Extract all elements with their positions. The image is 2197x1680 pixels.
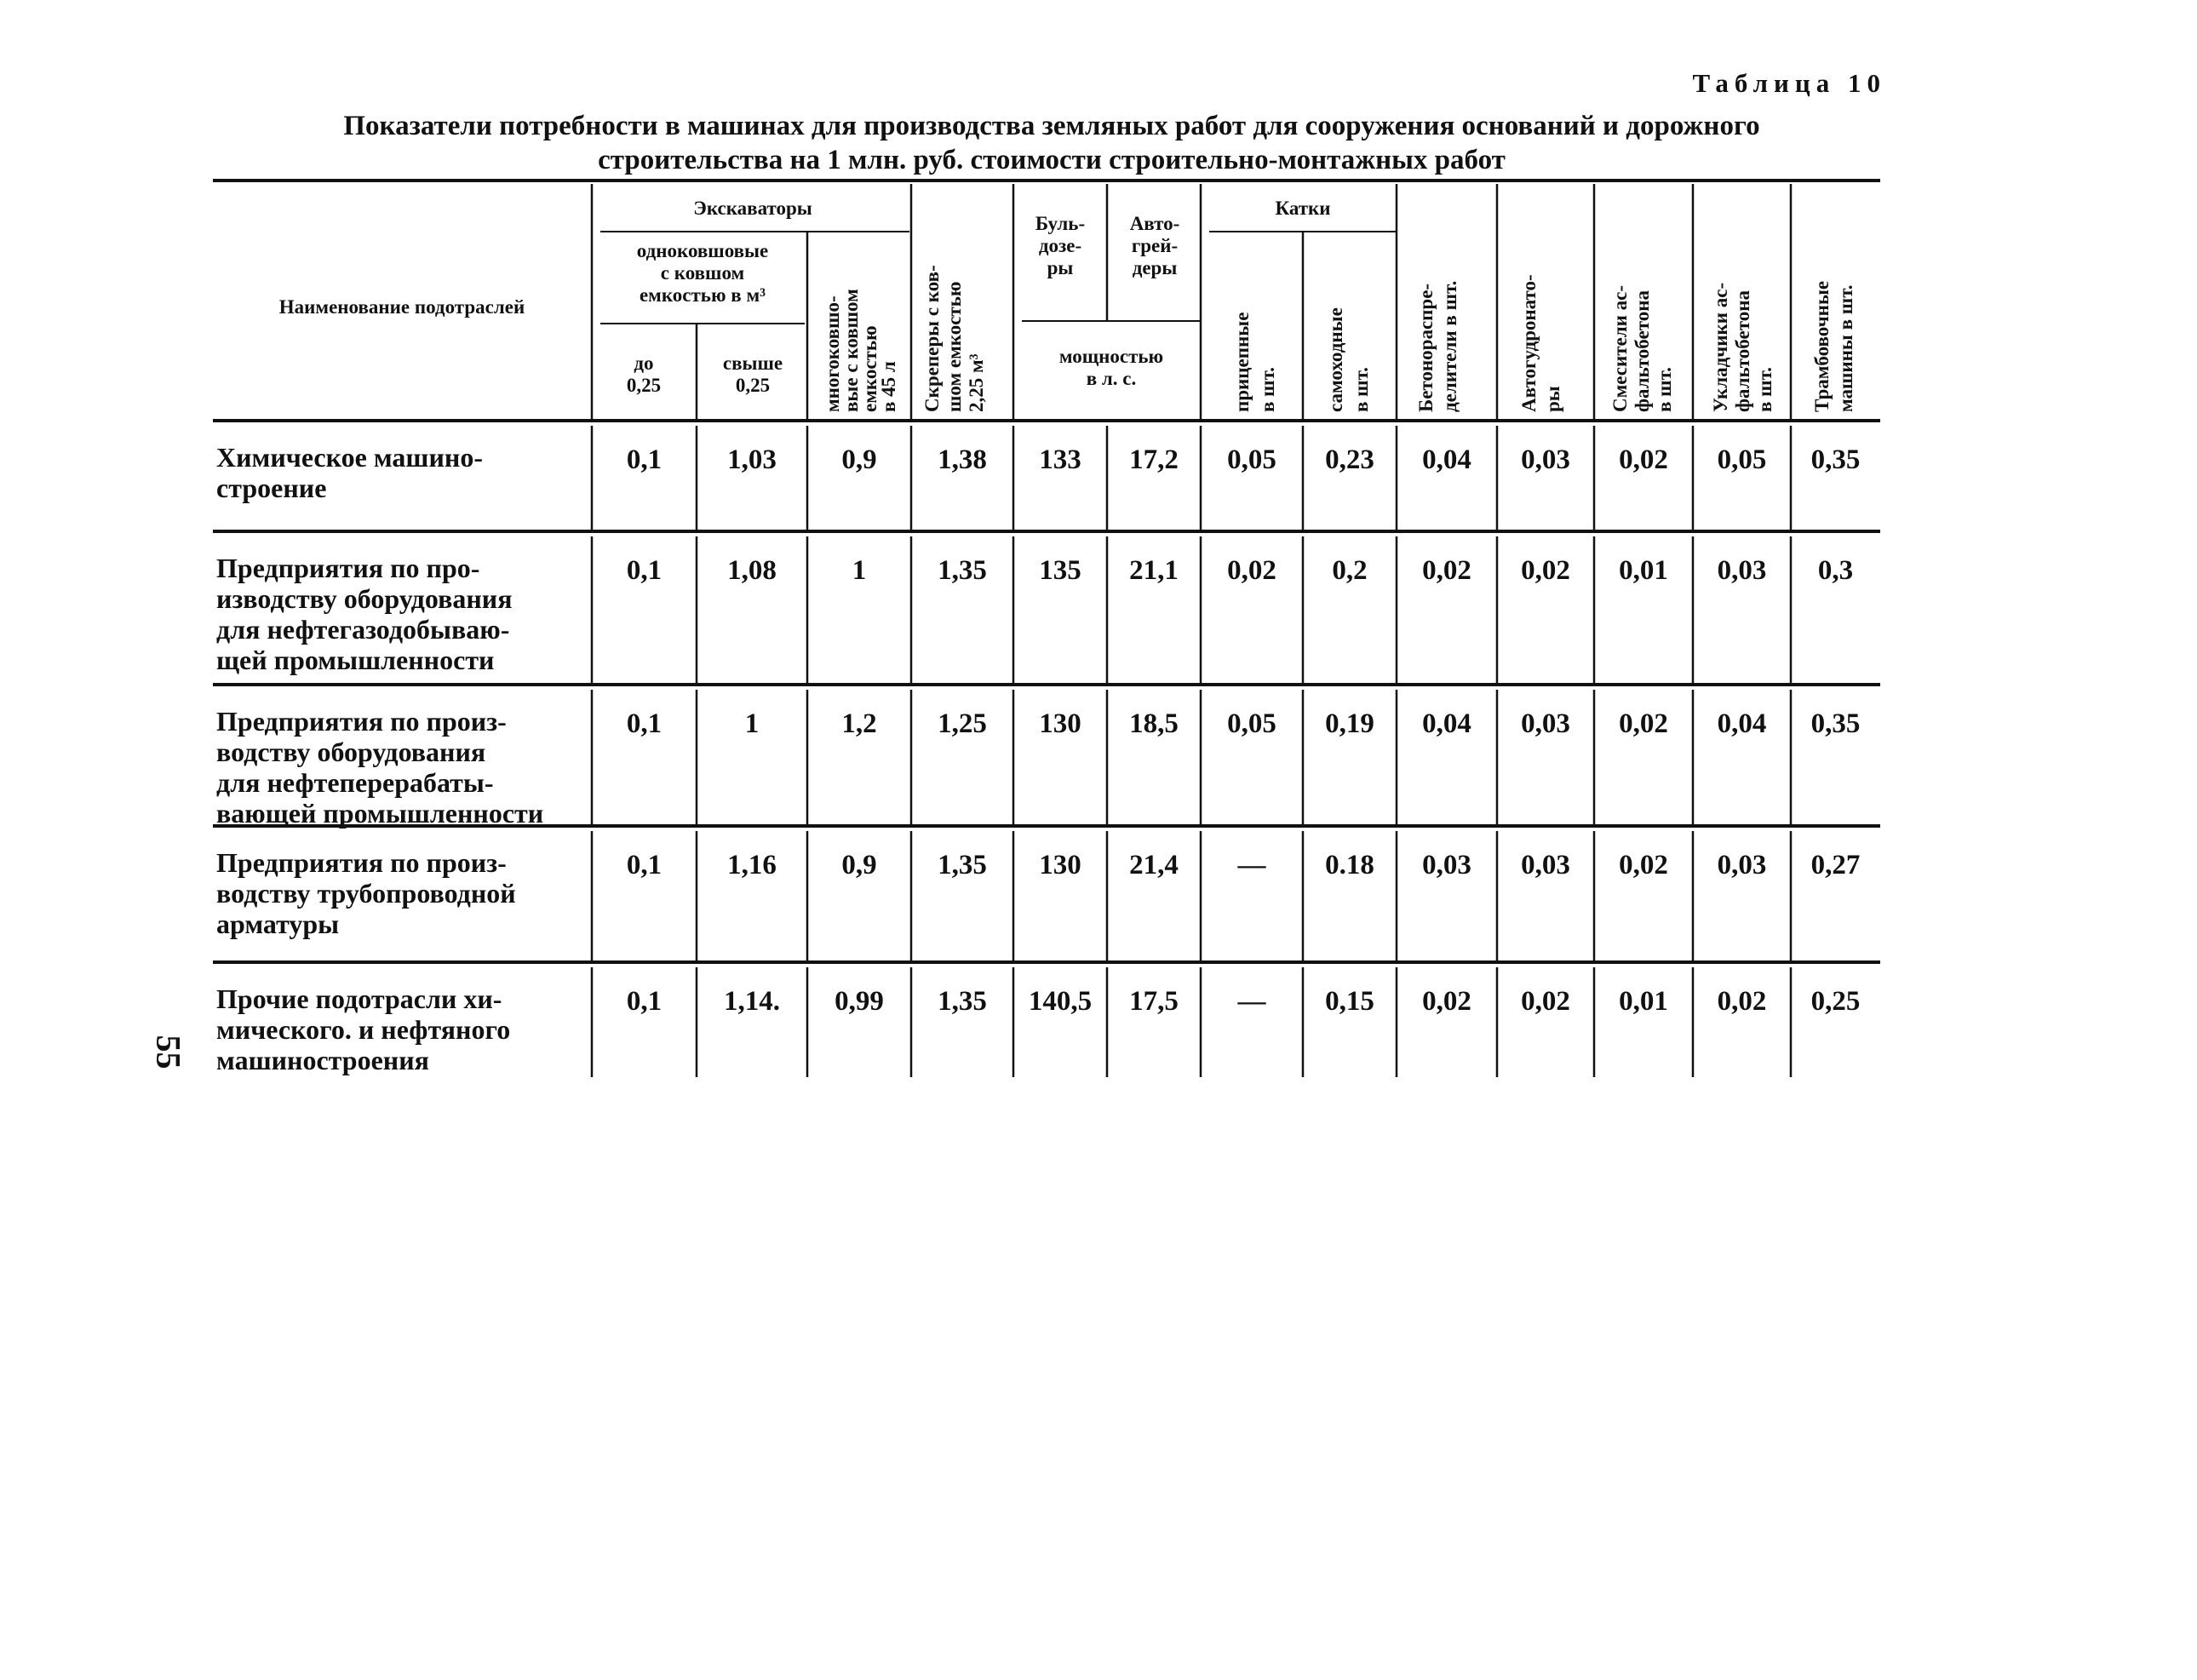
- table-cell: 0,03: [1422, 850, 1471, 880]
- multi-bucket-header: в 45 л: [878, 361, 899, 412]
- table-cell: 0,2: [1332, 555, 1368, 586]
- table-cell: 133: [1039, 444, 1081, 475]
- row-name: водству оборудования: [216, 737, 486, 767]
- table-cell: 1,35: [938, 986, 987, 1017]
- table-cell: 0,04: [1717, 708, 1767, 739]
- graders-header: Авто-: [1129, 213, 1180, 234]
- single-bucket-header: с ковшом: [660, 262, 745, 284]
- upto-025-header: 0,25: [626, 375, 662, 396]
- table-cell: 0,1: [626, 555, 663, 586]
- table-cell: 0,99: [835, 986, 884, 1017]
- trailed-rollers-header: прицепные: [1231, 312, 1253, 412]
- concrete-distributors-header: делители в шт.: [1439, 280, 1460, 412]
- trailed-rollers-header: в шт.: [1257, 367, 1278, 412]
- table-cell: 0,05: [1227, 444, 1276, 475]
- table-cell: 0,35: [1810, 708, 1861, 739]
- row-name: для нефтегазодобываю-: [216, 614, 510, 645]
- table-cell: 1: [852, 555, 867, 586]
- table-cell: 0,35: [1810, 444, 1861, 475]
- over-025-header: 0,25: [735, 375, 771, 396]
- graders-header: деры: [1132, 257, 1178, 278]
- table-cell: 0.18: [1325, 850, 1374, 880]
- single-bucket-header: одноковшовые: [636, 240, 769, 261]
- table-cell: —: [1237, 850, 1266, 880]
- table-cell: 0,9: [841, 850, 877, 880]
- power-header: в л. с.: [1086, 368, 1137, 389]
- bulldozers-header: дозе-: [1038, 235, 1082, 256]
- over-025-header: свыше: [722, 353, 783, 374]
- table-cell: 0,02: [1422, 555, 1471, 586]
- row-name: Предприятия по произ-: [216, 706, 507, 737]
- scrapers-header: Скреперы с ков-: [921, 265, 943, 412]
- table-title: [217, 109, 1886, 177]
- rollers-header: Катки: [1275, 198, 1331, 219]
- table-cell: 0,01: [1619, 986, 1668, 1017]
- table-cell: 1,35: [938, 555, 987, 586]
- table-cell: 135: [1039, 555, 1081, 586]
- table-cell: 1,08: [727, 555, 777, 586]
- bulldozers-header: Буль-: [1035, 213, 1086, 234]
- row-name: вающей промышленности: [216, 798, 544, 829]
- row-name: изводству оборудования: [216, 583, 513, 614]
- table-cell: 0,04: [1422, 444, 1471, 475]
- table-cell: 17,2: [1129, 444, 1179, 475]
- scrapers-header: 2,25 м³: [966, 353, 987, 412]
- bulldozers-header: ры: [1047, 257, 1074, 278]
- table-cell: 21,4: [1129, 850, 1179, 880]
- scrapers-header: шом емкостью: [944, 281, 965, 412]
- table-cell: 18,5: [1129, 708, 1179, 739]
- table-cell: 0,02: [1521, 986, 1570, 1017]
- table-cell: 0,03: [1521, 708, 1570, 739]
- table-cell: 0,25: [1810, 986, 1861, 1017]
- table-cell: 0,03: [1717, 555, 1767, 586]
- table-cell: 0,23: [1325, 444, 1374, 475]
- upto-025-header: до: [634, 353, 654, 374]
- table-cell: 0,03: [1521, 850, 1570, 880]
- row-name: для нефтеперерабаты-: [216, 767, 494, 798]
- table-cell: 1,35: [938, 850, 987, 880]
- table-cell: 1: [744, 708, 760, 739]
- self-propelled-rollers-header: в шт.: [1351, 367, 1372, 412]
- single-bucket-header: емкостью в м³: [639, 284, 766, 306]
- row-name: Прочие подотрасли хи-: [216, 983, 502, 1014]
- table-texts: [216, 198, 1860, 1075]
- power-header: мощностью: [1058, 346, 1164, 367]
- rammers-header: Трамбовочные: [1811, 280, 1833, 412]
- table-cell: 0,27: [1810, 850, 1861, 880]
- data-table: [213, 181, 1880, 1083]
- row-name: мического. и нефтяного: [216, 1014, 511, 1045]
- page-number: 55: [149, 1035, 188, 1069]
- table-cell: 0,01: [1619, 555, 1668, 586]
- table-cell: 0,15: [1325, 986, 1374, 1017]
- asphalt-mixers-header: Смесители ас-: [1609, 284, 1631, 412]
- bitumen-distributors-header: ры: [1542, 386, 1563, 412]
- table-cell: 0,3: [1817, 555, 1854, 586]
- table-cell: 140,5: [1028, 986, 1093, 1017]
- asphalt-mixers-header: в шт.: [1654, 367, 1675, 412]
- bitumen-distributors-header: Автогудронато-: [1518, 274, 1540, 412]
- self-propelled-rollers-header: самоходные: [1325, 307, 1346, 412]
- asphalt-pavers-header: фальтобетона: [1732, 290, 1753, 412]
- table-label: Таблица 10: [1692, 68, 1886, 98]
- title-line-2: строительства на 1 млн. руб. стоимости строительно-монтажных работ: [598, 145, 1506, 175]
- table-cell: 130: [1039, 708, 1081, 739]
- excavators-header: Экскаваторы: [693, 198, 812, 219]
- table-cell: —: [1237, 986, 1266, 1017]
- table-cell: 1,2: [841, 708, 877, 739]
- table-cell: 1,16: [727, 850, 777, 880]
- table-cell: 0,02: [1619, 708, 1668, 739]
- table-cell: 0,02: [1521, 555, 1570, 586]
- row-name: Предприятия по про-: [216, 553, 480, 583]
- multi-bucket-header: емкостью: [859, 325, 881, 412]
- table-cell: 0,03: [1521, 444, 1570, 475]
- table-cell: 1,03: [727, 444, 777, 475]
- asphalt-pavers-header: в шт.: [1754, 367, 1775, 412]
- name-column-header: Наименование подотраслей: [278, 296, 525, 318]
- asphalt-pavers-header: Укладчики ас-: [1710, 282, 1731, 412]
- table-cell: 0,02: [1619, 444, 1668, 475]
- table-cell: 0,9: [841, 444, 877, 475]
- table-cell: 21,1: [1129, 555, 1179, 586]
- graders-header: грей-: [1131, 235, 1179, 256]
- table-cell: 130: [1039, 850, 1081, 880]
- table-cell: 0,02: [1227, 555, 1276, 586]
- row-name: щей промышленности: [216, 645, 495, 675]
- multi-bucket-header: многоковшо-: [822, 295, 843, 412]
- multi-bucket-header: вые с ковшом: [840, 289, 862, 412]
- table-cell: 1,38: [938, 444, 987, 475]
- table-cell: 0,05: [1717, 444, 1767, 475]
- table-cell: 0,19: [1325, 708, 1374, 739]
- row-name: машиностроения: [216, 1045, 429, 1075]
- table-cell: 0,1: [626, 986, 663, 1017]
- row-name: Предприятия по произ-: [216, 847, 507, 878]
- table-cell: 0,1: [626, 708, 663, 739]
- table-cell: 0,1: [626, 444, 663, 475]
- table-cell: 0,02: [1422, 986, 1471, 1017]
- table-cell: 0,1: [626, 850, 663, 880]
- concrete-distributors-header: Бетонораспре-: [1415, 283, 1437, 412]
- row-name: Химическое машино-: [216, 442, 483, 473]
- asphalt-mixers-header: фальтобетона: [1632, 290, 1653, 412]
- table-cell: 0,03: [1717, 850, 1767, 880]
- table-cell: 0,02: [1619, 850, 1668, 880]
- title-line-1: Показатели потребности в машинах для производства земляных работ для сооружения оснований и дорожного: [343, 111, 1760, 141]
- table-cell: 0,02: [1717, 986, 1767, 1017]
- row-name: строение: [216, 473, 327, 503]
- table-cell: 1,25: [938, 708, 987, 739]
- table-cell: 17,5: [1129, 986, 1179, 1017]
- row-name: водству трубопроводной: [216, 878, 516, 909]
- rammers-header: машины в шт.: [1835, 284, 1856, 412]
- table-cell: 0,04: [1422, 708, 1471, 739]
- row-name: арматуры: [216, 909, 340, 939]
- table-cell: 1,14.: [724, 986, 780, 1017]
- table-cell: 0,05: [1227, 708, 1276, 739]
